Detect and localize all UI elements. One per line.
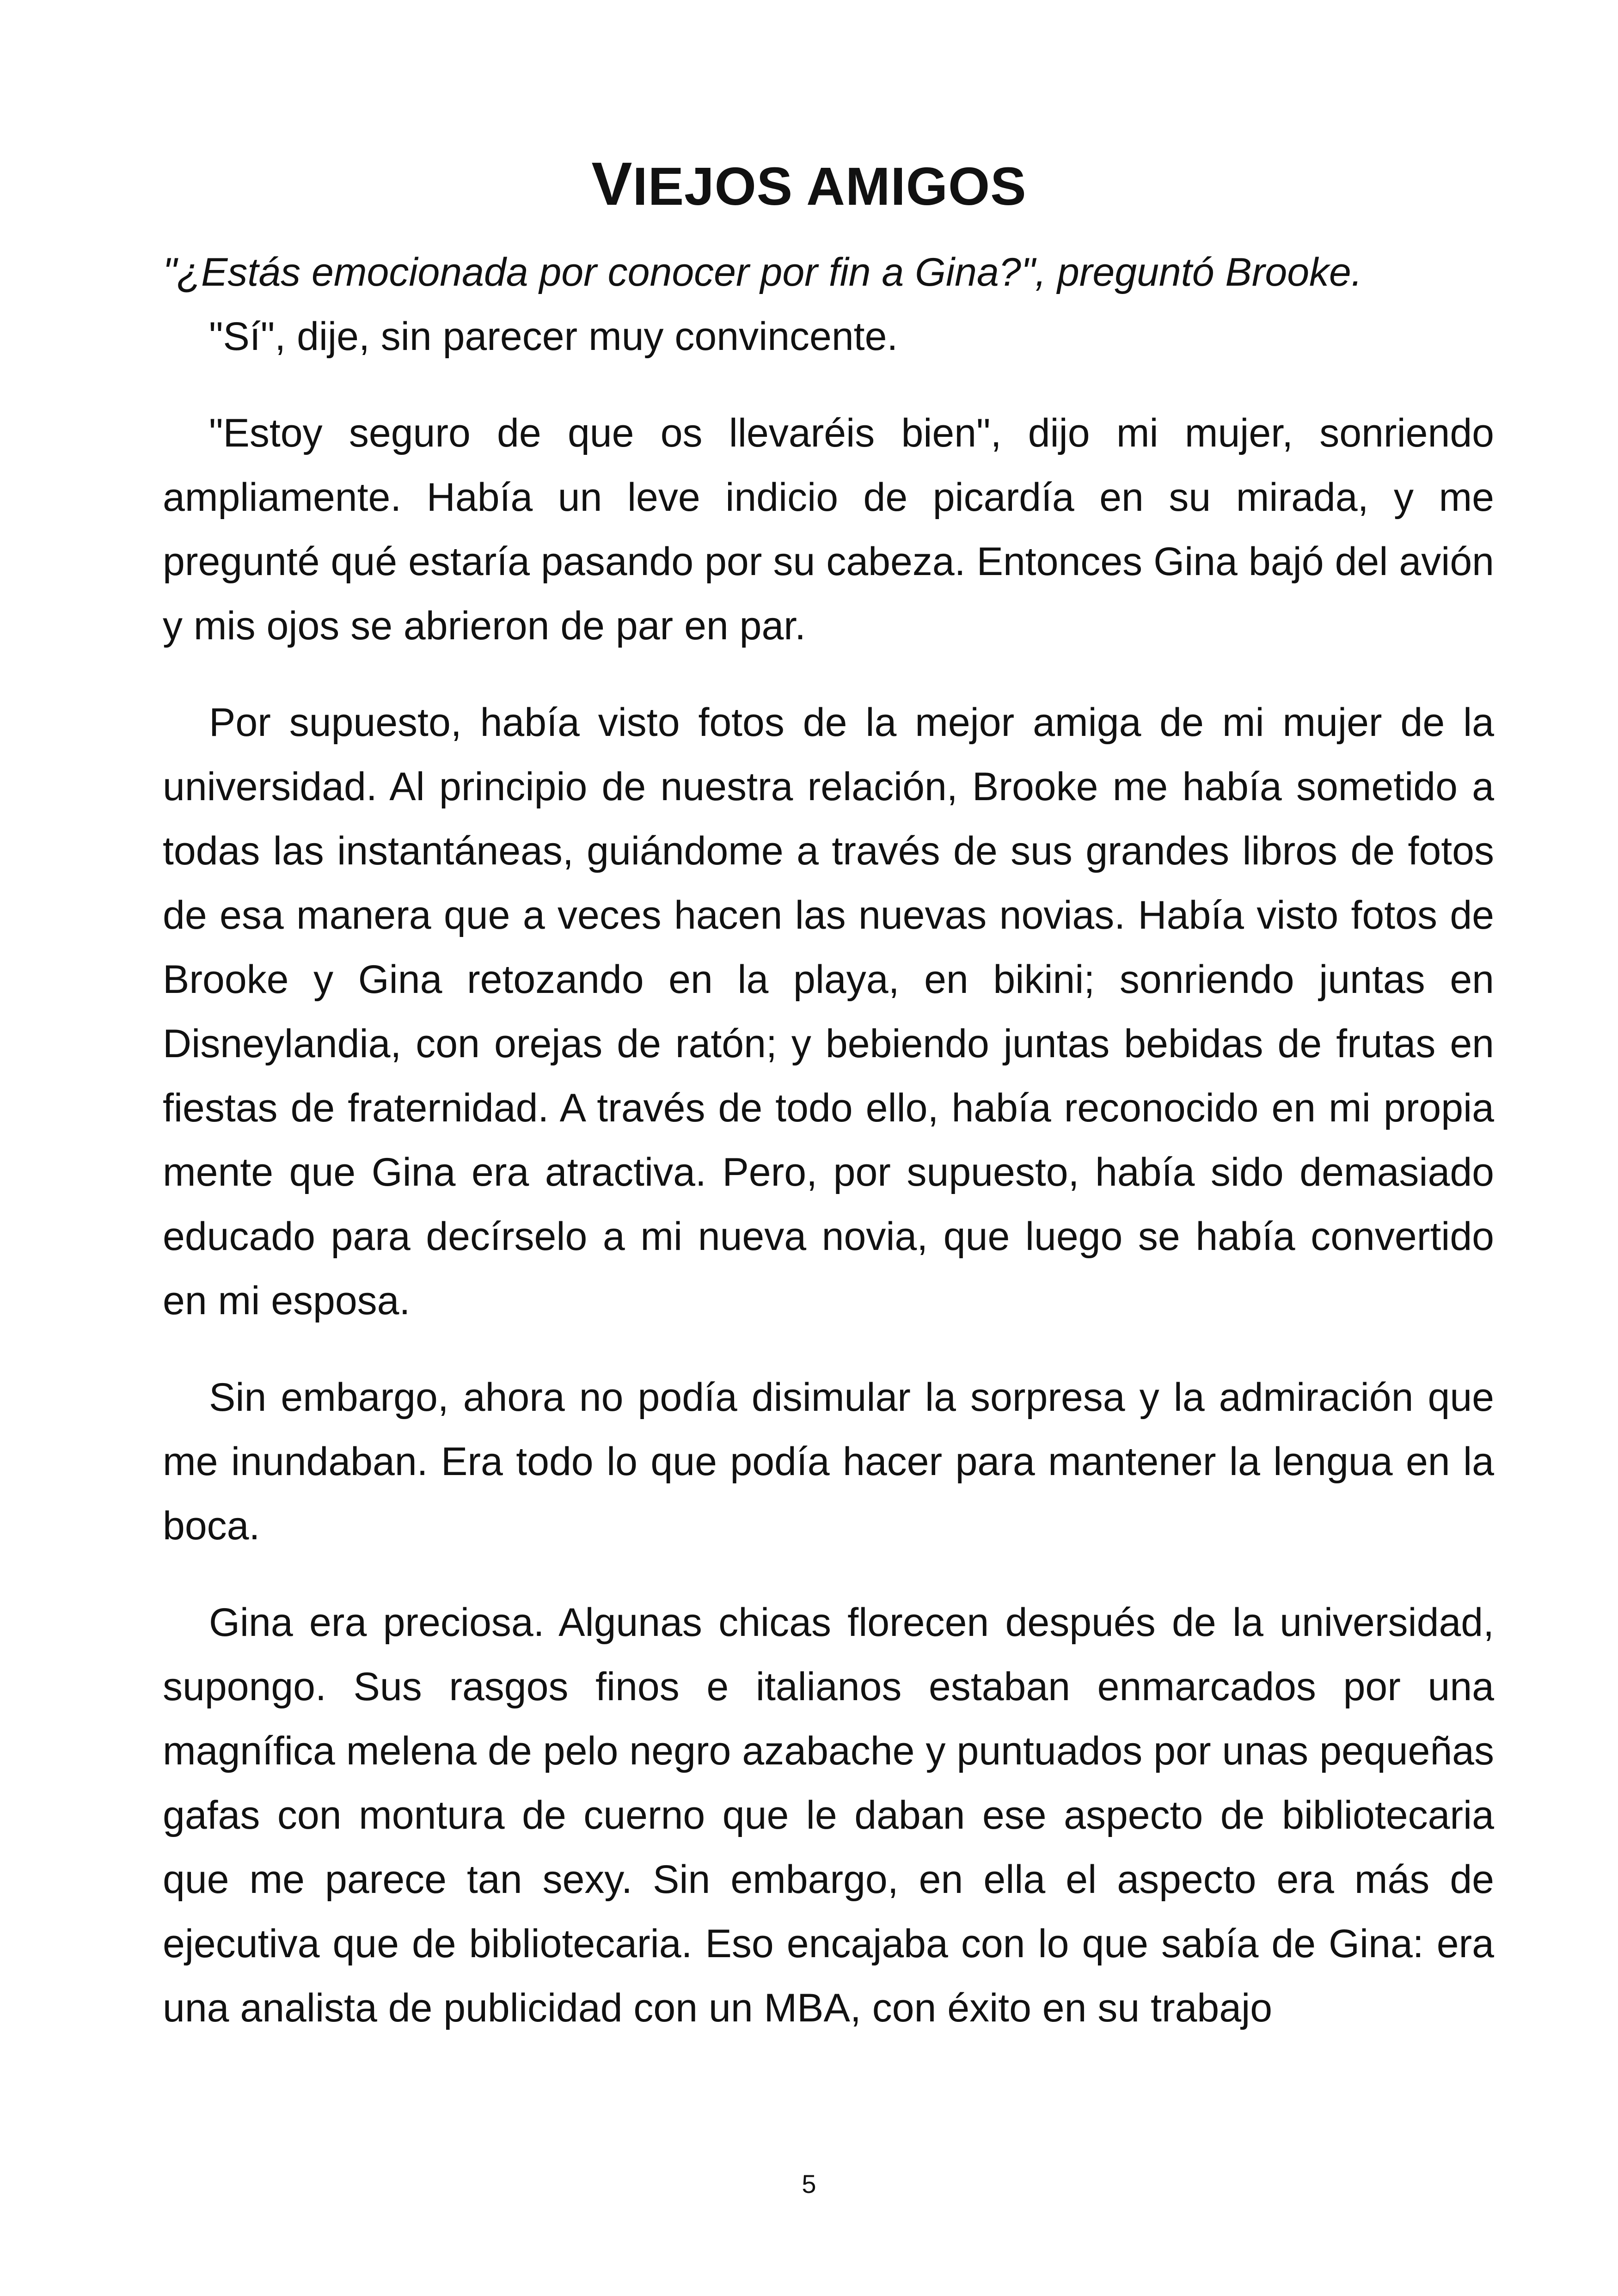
paragraph-1: "¿Estás emocionada por conocer por fin a Gina?", preguntó Brooke. (163, 250, 1362, 294)
chapter-title (0, 149, 1618, 219)
paragraph-3: "Estoy seguro de que os llevaréis bien", dijo mi mujer, sonriendo ampliamente. Había un leve indicio de picardía en su mirada, y me pregunté qué estaría pasando por su cabeza. Entonces Gina bajó del avión y mis ojos se abrieron de par en par. (163, 411, 1494, 648)
chapter-title-rest: IEJOS AMIGOS (632, 156, 1027, 216)
chapter-title-initial: V (591, 149, 633, 218)
paragraph-4: Por supuesto, había visto fotos de la mejor amiga de mi mujer de la universidad. Al principio de nuestra relación, Brooke me había sometido a todas las instantáneas, guiándome a través de sus grandes libros de fotos de esa manera que a veces hacen las nuevas novias. Había visto fotos de Brooke y Gina retozando en la playa, en bikini; sonriendo juntas en Disneylandia, con orejas de ratón; y bebiendo juntas bebidas de frutas en fiestas de fraternidad. A través de todo ello, había reconocido en mi propia mente que Gina era atractiva. Pero, por supuesto, había sido demasiado educado para decírselo a mi nueva novia, que luego se había convertido en mi esposa. (163, 700, 1494, 1323)
paragraph-6: Gina era preciosa. Algunas chicas florecen después de la universidad, supongo. Sus rasgos finos e italianos estaban enmarcados por una magnífica melena de pelo negro azabache y puntuados por unas pequeñas gafas con montura de cuerno que le daban ese aspecto de bibliotecaria que me parece tan sexy. Sin embargo, en ella el aspecto era más de ejecutiva que de bibliotecaria. Eso encajaba con lo que sabía de Gina: era una analista de publicidad con un MBA, con éxito en su trabajo (163, 1600, 1494, 2030)
body-text (163, 240, 1494, 2040)
page-number: 5 (802, 2169, 816, 2198)
paragraph-2: "Sí", dije, sin parecer muy convincente. (209, 314, 898, 359)
paragraph-5: Sin embargo, ahora no podía disimular la sorpresa y la admiración que me inundaban. Era todo lo que podía hacer para mantener la lengua en la boca. (163, 1375, 1494, 1548)
